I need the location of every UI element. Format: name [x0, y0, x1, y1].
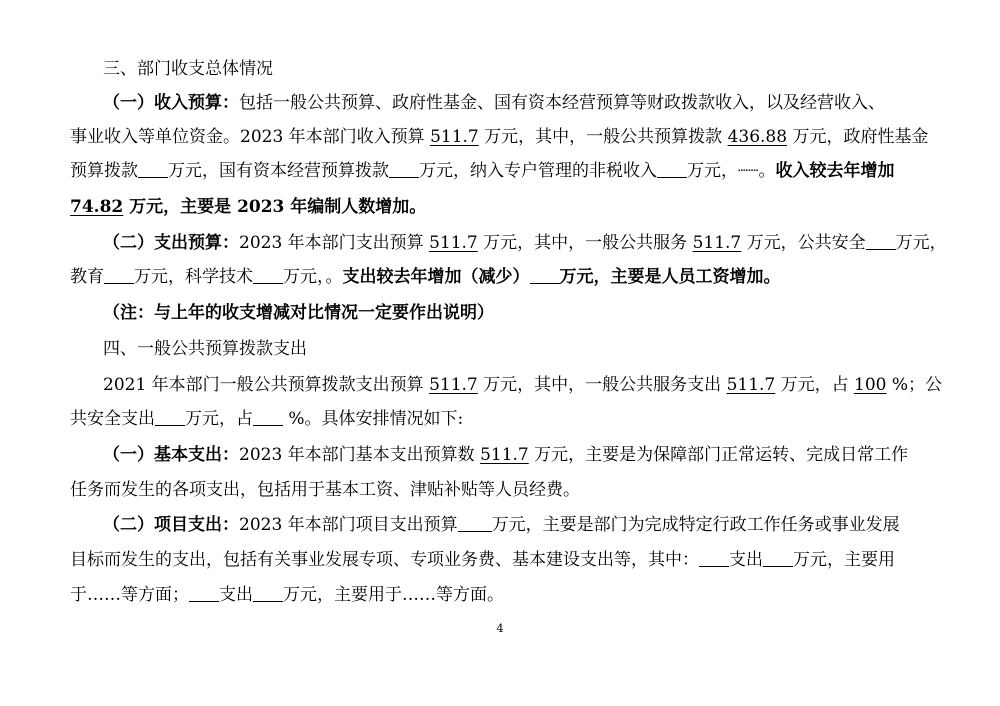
- project-expense-label: （二）项目支出：: [103, 515, 239, 535]
- section-3-title: 三、部门收支总体情况: [103, 59, 273, 79]
- blank-field: [155, 409, 185, 426]
- text: %。具体安排情况如下:: [283, 409, 464, 429]
- expense-label: （二）支出预算：: [103, 233, 239, 253]
- text: 2023 年本部门基本支出预算数: [239, 445, 481, 465]
- blank-field: [253, 267, 283, 284]
- blank-field: [763, 550, 793, 567]
- text: 万元，主要用于……等方面。: [283, 585, 504, 605]
- project-expense-line-3: [70, 584, 960, 606]
- blank-field: [458, 515, 492, 532]
- expense-total-value: 511.7: [429, 233, 478, 253]
- text: 万元，主要是为保障部门正常运转、完成日常工作: [528, 445, 909, 465]
- text: 万元，其中，一般公共预算拨款: [478, 127, 728, 147]
- expense-para-line-1: [103, 232, 993, 254]
- blank-field: [189, 585, 219, 602]
- text: 万元，科学技术: [134, 267, 253, 287]
- income-total-value: 511.7: [430, 127, 479, 147]
- income-increase-value: 74.82: [70, 197, 124, 217]
- income-label: （一）收入预算：: [103, 93, 239, 113]
- text: 收入较去年增加: [775, 161, 895, 181]
- basic-expense-line-1: [103, 444, 993, 466]
- blank-field: [530, 267, 560, 284]
- text: 共安全支出: [70, 409, 155, 429]
- income-para-line-2: [70, 126, 960, 148]
- basic-expense-line-2: 任务而发生的各项支出，包括用于基本工资、津贴补贴等人员经费。: [70, 480, 580, 500]
- text: 万元，公共安全: [741, 233, 866, 253]
- text: 2023 年本部门项目支出预算: [239, 515, 458, 535]
- text: 万元，其中，一般公共服务: [477, 233, 693, 253]
- text: %；公: [886, 375, 943, 395]
- blank-field: [253, 409, 283, 426]
- text: 万元，国有资本经营预算拨款: [168, 161, 389, 181]
- text: 2021 年本部门一般公共预算拨款支出预算: [103, 375, 430, 395]
- project-expense-line-1: [103, 514, 993, 536]
- para3-line-2: [70, 408, 960, 430]
- text: 万元，纳入专户管理的非税收入: [419, 161, 657, 181]
- note-text: （注：与上年的收支增减对比情况一定要作出说明）: [103, 303, 494, 323]
- text: 万元，主要是部门为完成特定行政工作任务或事业发展: [491, 515, 900, 535]
- section-4-title: 四、一般公共预算拨款支出: [103, 339, 307, 359]
- page-number: 4: [496, 622, 504, 635]
- basic-expense-value: 511.7: [480, 445, 529, 465]
- text: 万元，政府性基金: [787, 127, 929, 147]
- blank-field: [657, 161, 687, 178]
- text: 万元，其中，一般公共服务支出: [477, 375, 727, 395]
- percent-value: 100: [854, 375, 887, 395]
- text: 万元，主要用: [793, 550, 895, 570]
- income-para-line-1: [103, 92, 993, 114]
- text: 万元，。: [283, 267, 343, 287]
- public-service-value: 511.7: [726, 375, 776, 395]
- para3-line-1: [103, 374, 993, 396]
- budget-value: 511.7: [429, 375, 478, 395]
- income-para-line-3: [70, 160, 960, 182]
- text: 万元，占: [185, 409, 253, 429]
- basic-expense-label: （一）基本支出：: [103, 445, 239, 465]
- blank-field: [138, 161, 168, 178]
- public-service-value: 511.7: [692, 233, 742, 253]
- text: 支出较去年增加（减少）: [342, 267, 530, 287]
- text: 万元，: [895, 233, 947, 253]
- text: 教育: [70, 267, 104, 287]
- blank-field: [866, 233, 896, 250]
- text: 万元，主要是 2023 年编制人数增加。: [123, 197, 427, 217]
- blank-field: [253, 585, 283, 602]
- text: 万元，┈┈。: [687, 161, 776, 181]
- text: 2023 年本部门支出预算: [239, 233, 430, 253]
- text: 包括一般公共预算、政府性基金、国有资本经营预算等财政拨款收入，以及经营收入、: [239, 93, 885, 113]
- project-expense-line-2: [70, 549, 960, 571]
- text: 于……等方面；: [70, 585, 189, 605]
- text: 万元，主要是人员工资增加。: [559, 267, 781, 287]
- text: 事业收入等单位资金。2023 年本部门收入预算: [70, 127, 431, 147]
- text: 预算拨款: [70, 161, 138, 181]
- blank-field: [104, 267, 134, 284]
- general-budget-value: 436.88: [727, 127, 788, 147]
- text: 万元，占: [775, 375, 855, 395]
- expense-para-line-2: [70, 266, 960, 288]
- text: 目标而发生的支出，包括有关事业发展专项、专项业务费、基本建设支出等，其中：: [70, 550, 699, 570]
- text: 支出: [219, 585, 253, 605]
- text: 支出: [729, 550, 763, 570]
- income-para-line-4: [70, 196, 960, 218]
- blank-field: [699, 550, 729, 567]
- blank-field: [389, 161, 419, 178]
